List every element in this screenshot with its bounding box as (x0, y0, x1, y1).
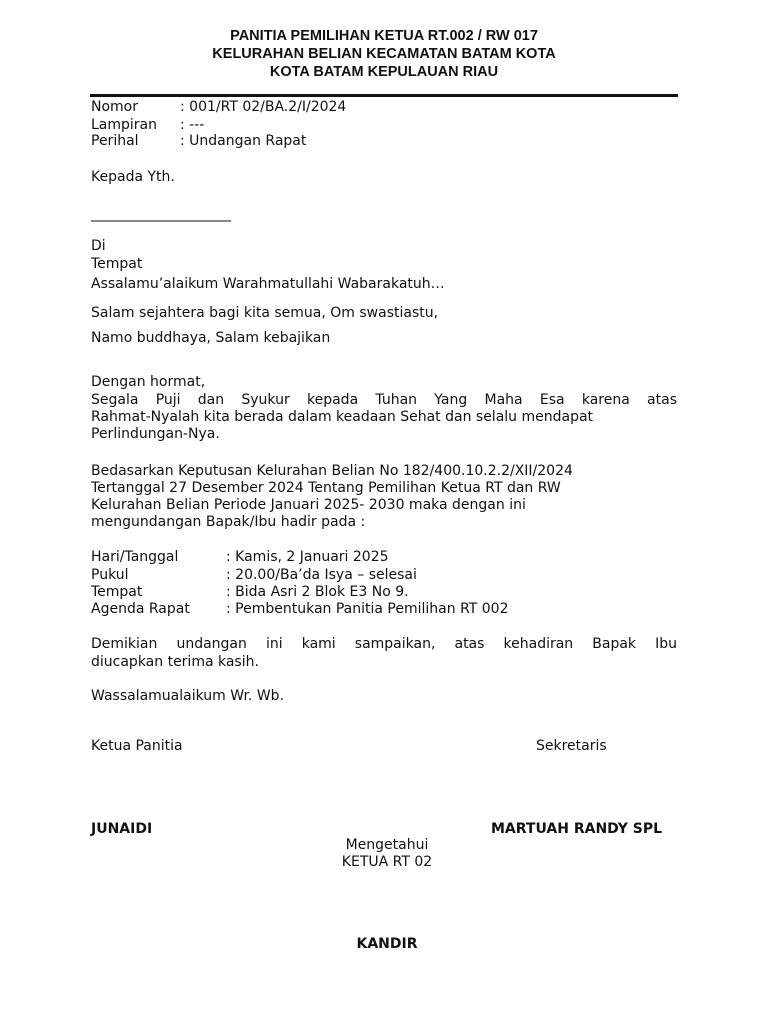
mengetahui-label: Mengetahui (345, 837, 429, 853)
detail-value: : Pembentukan Panitia Pemilihan RT 002 (226, 601, 509, 617)
header-divider (90, 94, 678, 97)
nomor-label: Nomor (91, 99, 138, 115)
perihal-value: : Undangan Rapat (180, 133, 307, 149)
closing-salam: Wassalamualaikum Wr. Wb. (91, 688, 285, 704)
salutation: Dengan hormat, (91, 374, 206, 390)
greeting-general: Salam sejahtera bagi kita semua, Om swastiastu, (91, 305, 439, 321)
detail-value: : Bida Asri 2 Blok E3 No 9. (226, 584, 409, 600)
detail-label: Hari/Tanggal (91, 549, 179, 565)
detail-value: : 20.00/Ba’da Isya – selesai (226, 567, 417, 583)
ketua-rt-title: KETUA RT 02 (341, 854, 433, 870)
basis-line-1: Bedasarkan Keputusan Kelurahan Belian No 182/400.10.2.2/XII/2024 (91, 463, 573, 479)
recipient-blank-line: ____________________ (91, 206, 231, 222)
opening-paragraph-line-2: Rahmat-Nyalah kita berada dalam keadaan Sehat dan selalu mendapat (91, 409, 594, 425)
closing-line-1: Demikian undangan ini kami sampaikan, atas kehadiran Bapak Ibu (91, 636, 677, 652)
ketua-panitia-name: JUNAIDI (91, 821, 153, 837)
basis-line-4: mengundangan Bapak/Ibu hadir pada : (91, 514, 366, 530)
opening-paragraph-line-3: Perlindungan-Nya. (91, 426, 220, 442)
ketua-rt-name: KANDIR (356, 936, 418, 952)
recipient-greeting: Kepada Yth. (91, 169, 175, 185)
greeting-buddhist: Namo buddhaya, Salam kebajikan (91, 330, 331, 346)
sekretaris-name: MARTUAH RANDY SPL (491, 821, 663, 837)
greeting-islam: Assalamu’alaikum Warahmatullahi Wabarakatuh… (91, 276, 445, 292)
sekretaris-title: Sekretaris (536, 738, 607, 754)
header-line-3: KOTA BATAM KEPULAUAN RIAU (269, 64, 499, 80)
basis-line-3: Kelurahan Belian Periode Januari 2025- 2030 maka dengan ini (91, 497, 526, 513)
closing-line-2: diucapkan terima kasih. (91, 654, 259, 670)
ketua-panitia-title: Ketua Panitia (91, 738, 183, 754)
header-line-1: PANITIA PEMILIHAN KETUA RT.002 / RW 017 (230, 28, 538, 44)
detail-value: : Kamis, 2 Januari 2025 (226, 549, 389, 565)
perihal-label: Perihal (91, 133, 139, 149)
basis-line-2: Tertanggal 27 Desember 2024 Tentang Pemilihan Ketua RT dan RW (91, 480, 561, 496)
lampiran-label: Lampiran (91, 117, 158, 133)
opening-paragraph-line-1: Segala Puji dan Syukur kepada Tuhan Yang Maha Esa karena atas (91, 392, 677, 408)
address-di: Di (91, 238, 106, 254)
address-tempat: Tempat (91, 256, 143, 272)
detail-label: Pukul (91, 567, 129, 583)
nomor-value: : 001/RT 02/BA.2/I/2024 (180, 99, 347, 115)
lampiran-value: : --- (180, 117, 205, 133)
header-line-2: KELURAHAN BELIAN KECAMATAN BATAM KOTA (212, 46, 556, 62)
detail-label: Agenda Rapat (91, 601, 190, 617)
detail-label: Tempat (91, 584, 143, 600)
